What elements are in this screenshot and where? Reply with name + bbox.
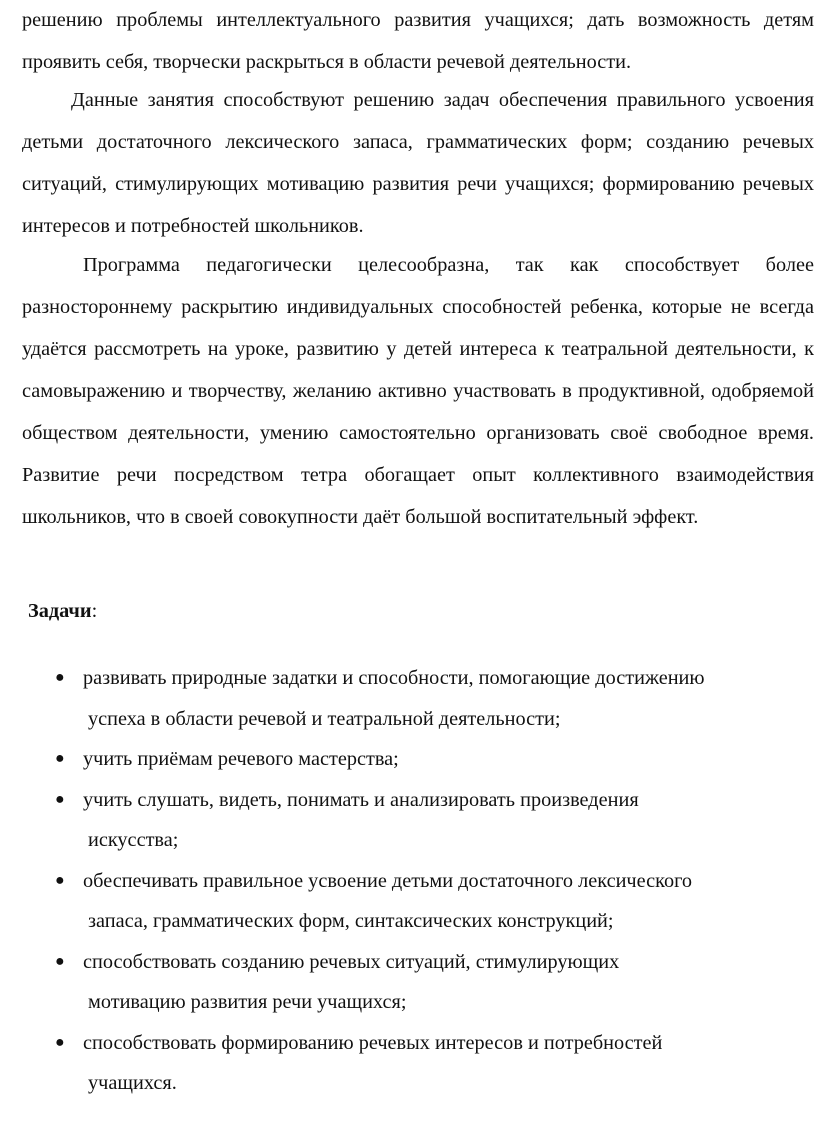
paragraph-lessons-purpose: Данные занятия способствуют решению задач обеспечения правильного усвоения детьми достаточного лексического запаса, грамматических форм; созданию речевых ситуаций, стимулирующих мотивацию развития речи учащихся; формированию речевых интересов и потребностей школьников. — [22, 89, 814, 237]
list-item — [0, 942, 816, 1023]
bullet-icon: ● — [55, 871, 65, 889]
list-item — [0, 780, 816, 861]
list-item-line: учить приёмам речевого мастерства; — [83, 748, 399, 770]
list-item-line: обеспечивать правильное усвоение детьми достаточного лексического — [83, 869, 693, 892]
list-item-line: способствовать созданию речевых ситуаций, стимулирующих — [83, 950, 620, 973]
bullet-icon: ● — [55, 952, 65, 970]
tasks-heading-label: Задачи — [28, 600, 92, 622]
list-item-line: учить слушать, видеть, понимать и анализировать произведения — [83, 788, 639, 811]
list-item-continuation: успеха в области речевой и театральной деятельности; — [88, 707, 561, 730]
bullet-icon: ● — [55, 669, 65, 686]
bullet-icon: ● — [55, 790, 65, 808]
tasks-heading — [28, 590, 97, 632]
list-item — [0, 658, 816, 739]
list-item-continuation: мотивацию развития речи учащихся; — [88, 991, 407, 1013]
list-item-continuation: учащихся. — [88, 1072, 177, 1094]
list-item-continuation: запаса, грамматических форм, синтаксических конструкций; — [88, 910, 614, 932]
paragraph-intro-continuation: решению проблемы интеллектуального развития учащихся; дать возможность детям проявить себя, творчески раскрыться в области речевой деятельности. — [22, 9, 814, 73]
paragraph-program-rationale: Программа педагогически целесообразна, так как способствует более разностороннему раскрытию индивидуальных способностей ребенка, которые не всегда удаётся рассмотреть на уроке, развитию у детей интереса к театральной деятельности, к самовыражению и творчеству, желанию активно участвовать в продуктивной, одобряемой обществом деятельности, умению самостоятельно организовать своё свободное время. Развитие речи посредством тетра обогащает опыт коллективного взаимодействия школьников, что в своей совокупности даёт большой воспитательный эффект. — [22, 254, 814, 528]
list-item — [0, 739, 816, 780]
bullet-icon: ● — [55, 1033, 65, 1051]
list-item-continuation: искусства; — [88, 829, 179, 851]
task-list — [0, 658, 816, 1104]
list-item — [0, 1023, 816, 1104]
list-item-line: развивать природные задатки и способности, помогающие достижению — [83, 667, 705, 689]
tasks-heading-colon: : — [91, 600, 98, 622]
list-item — [0, 861, 816, 942]
bullet-icon: ● — [55, 750, 65, 767]
list-item-line: способствовать формированию речевых интересов и потребностей — [83, 1031, 663, 1054]
